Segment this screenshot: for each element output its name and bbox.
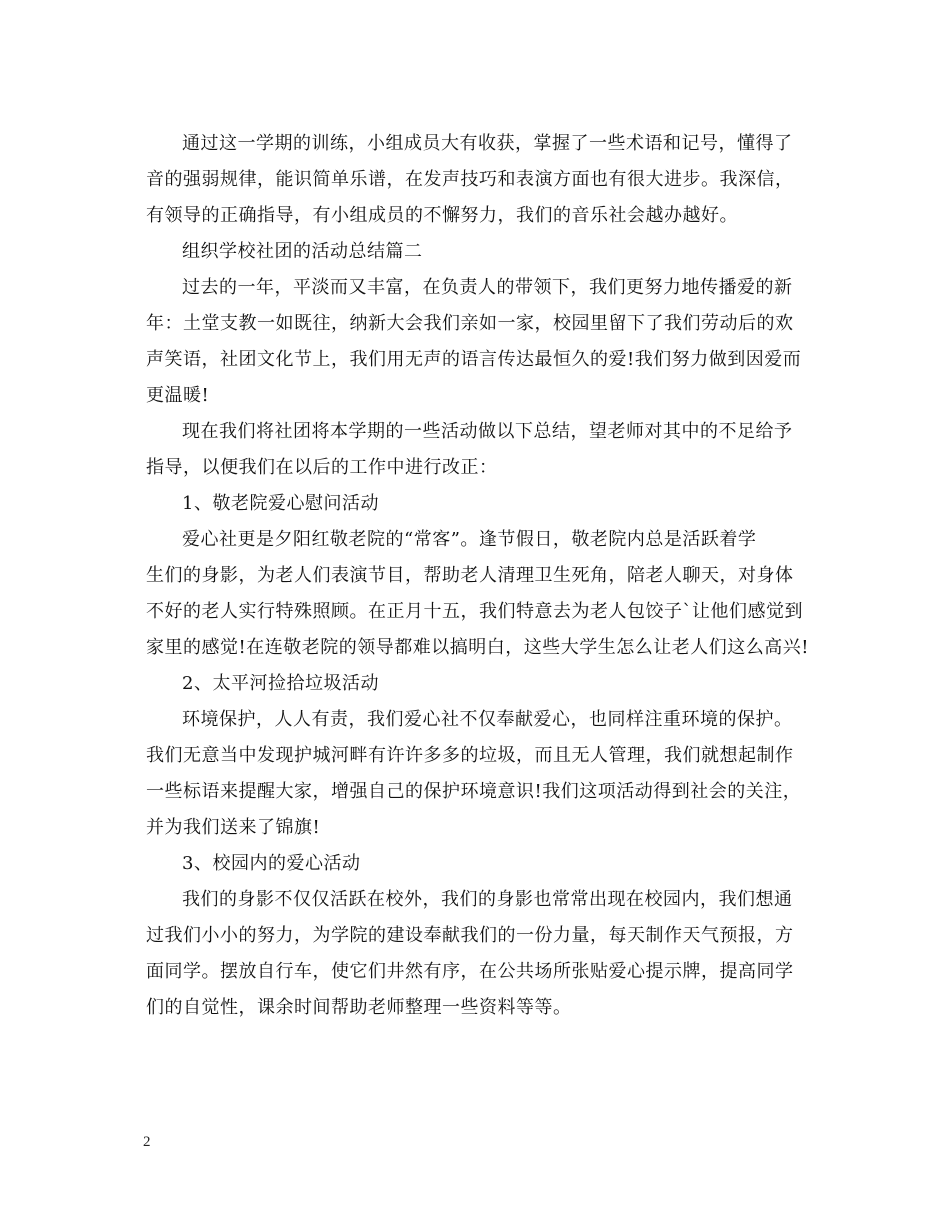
paragraph-line: 并为我们送来了锦旗! [146, 817, 321, 838]
paragraph-line: 通过这一学期的训练，小组成员大有收获，掌握了一些术语和记号，懂得了 [182, 133, 793, 154]
document-body [146, 126, 826, 1026]
paragraph-line: 环境保护，人人有责，我们爱心社不仅奉献爱心，也同样注重环境的保护。 [182, 709, 793, 730]
paragraph-line: 有领导的正确指导，有小组成员的不懈努力，我们的音乐社会越办越好。 [146, 205, 738, 226]
paragraph-line: 过我们小小的努力，为学院的建设奉献我们的一份力量，每天制作天气预报，方 [146, 925, 794, 946]
paragraph-line: 生们的身影，为老人们表演节目，帮助老人清理卫生死角，陪老人聊天，对身体 [146, 565, 794, 586]
page-number: 2 [143, 1134, 151, 1150]
list-heading: 1、敬老院爱心慰问活动 [182, 493, 379, 514]
section-heading: 组织学校社团的活动总结篇二 [182, 241, 423, 262]
paragraph-line: 声笑语，社团文化节上，我们用无声的语言传达最恒久的爱!我们努力做到因爱而 [146, 349, 802, 370]
paragraph-line: 更温暖! [146, 385, 210, 406]
paragraph-line: 音的强弱规律，能识简单乐谱，在发声技巧和表演方面也有很大进步。我深信， [146, 169, 794, 190]
list-heading: 3、校园内的爱心活动 [182, 853, 361, 874]
paragraph-line: 现在我们将社团将本学期的一些活动做以下总结，望老师对其中的不足给予 [182, 421, 793, 442]
paragraph-line: 我们无意当中发现护城河畔有许许多多的垃圾，而且无人管理，我们就想起制作 [146, 745, 794, 766]
paragraph-line: 不好的老人实行特殊照顾。在正月十五，我们特意去为老人包饺子`让他们感觉到 [146, 601, 803, 622]
paragraph-line: 指导，以便我们在以后的工作中进行改正： [146, 457, 498, 478]
paragraph-line: 爱心社更是夕阳红敬老院的“常客”。逢节假日，敬老院内总是活跃着学 [182, 529, 757, 550]
paragraph-line: 年：土堂支教一如既往，纳新大会我们亲如一家，校园里留下了我们劳动后的欢 [146, 313, 794, 334]
paragraph-line: 面同学。摆放自行车，使它们井然有序，在公共场所张贴爱心提示牌，提高同学 [146, 961, 794, 982]
paragraph-line: 们的自觉性，课余时间帮助老师整理一些资料等等。 [146, 997, 572, 1018]
paragraph-line: 我们的身影不仅仅活跃在校外，我们的身影也常常出现在校园内，我们想通 [182, 889, 793, 910]
list-heading: 2、太平河捡拾垃圾活动 [182, 673, 379, 694]
paragraph-line: 一些标语来提醒大家，增强自己的保护环境意识!我们这项活动得到社会的关注， [146, 781, 802, 802]
paragraph-line: 家里的感觉!在连敬老院的领导都难以搞明白，这些大学生怎么让老人们这么高兴! [146, 637, 809, 658]
paragraph-line: 过去的一年，平淡而又丰富，在负责人的带领下，我们更努力地传播爱的新 [182, 277, 793, 298]
